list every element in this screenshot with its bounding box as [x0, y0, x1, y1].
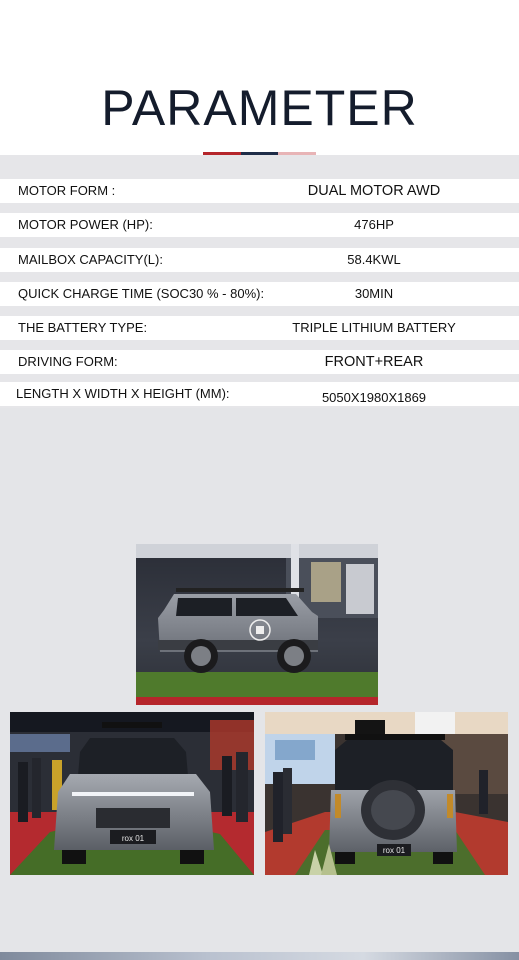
- spec-label: MOTOR POWER (HP):: [18, 217, 153, 232]
- vehicle-front-badge: rox 01: [121, 834, 145, 843]
- spec-label: MOTOR FORM :: [18, 183, 116, 198]
- bottom-decorative-strip: [0, 952, 519, 960]
- spec-label: DRIVING FORM:: [18, 354, 118, 369]
- page-header: [0, 0, 519, 155]
- spec-label: QUICK CHARGE TIME (SOC30 % - 80%):: [18, 286, 265, 301]
- spec-value: FRONT+REAR: [324, 354, 424, 370]
- spec-row-mailbox-capacity: [0, 248, 519, 272]
- vehicle-rear-badge: rox 01: [382, 846, 406, 855]
- spec-label: MAILBOX CAPACITY(L):: [18, 252, 163, 267]
- spec-label: THE BATTERY TYPE:: [18, 320, 148, 335]
- spec-value: 30MIN: [354, 286, 394, 301]
- spec-value: 5050X1980X1869: [321, 390, 427, 405]
- vehicle-front-view-photo: [10, 712, 254, 875]
- spec-value: 476HP: [354, 217, 394, 232]
- spec-row-driving-form: [0, 350, 519, 374]
- spec-row-motor-power: [0, 213, 519, 237]
- spec-value: DUAL MOTOR AWD: [307, 183, 441, 199]
- spec-row-motor-form: [0, 179, 519, 203]
- vehicle-rear-view-photo: [265, 712, 508, 875]
- page-title: PARAMETER: [101, 80, 418, 136]
- spec-row-quick-charge: [0, 282, 519, 306]
- spec-label: LENGTH X WIDTH X HEIGHT (MM):: [16, 386, 230, 401]
- spec-value: TRIPLE LITHIUM BATTERY: [292, 320, 456, 335]
- vehicle-side-view-photo: [136, 544, 378, 705]
- spec-row-battery-type: [0, 316, 519, 340]
- spec-value: 58.4KWL: [347, 252, 401, 267]
- spec-row-dimensions: [0, 382, 519, 406]
